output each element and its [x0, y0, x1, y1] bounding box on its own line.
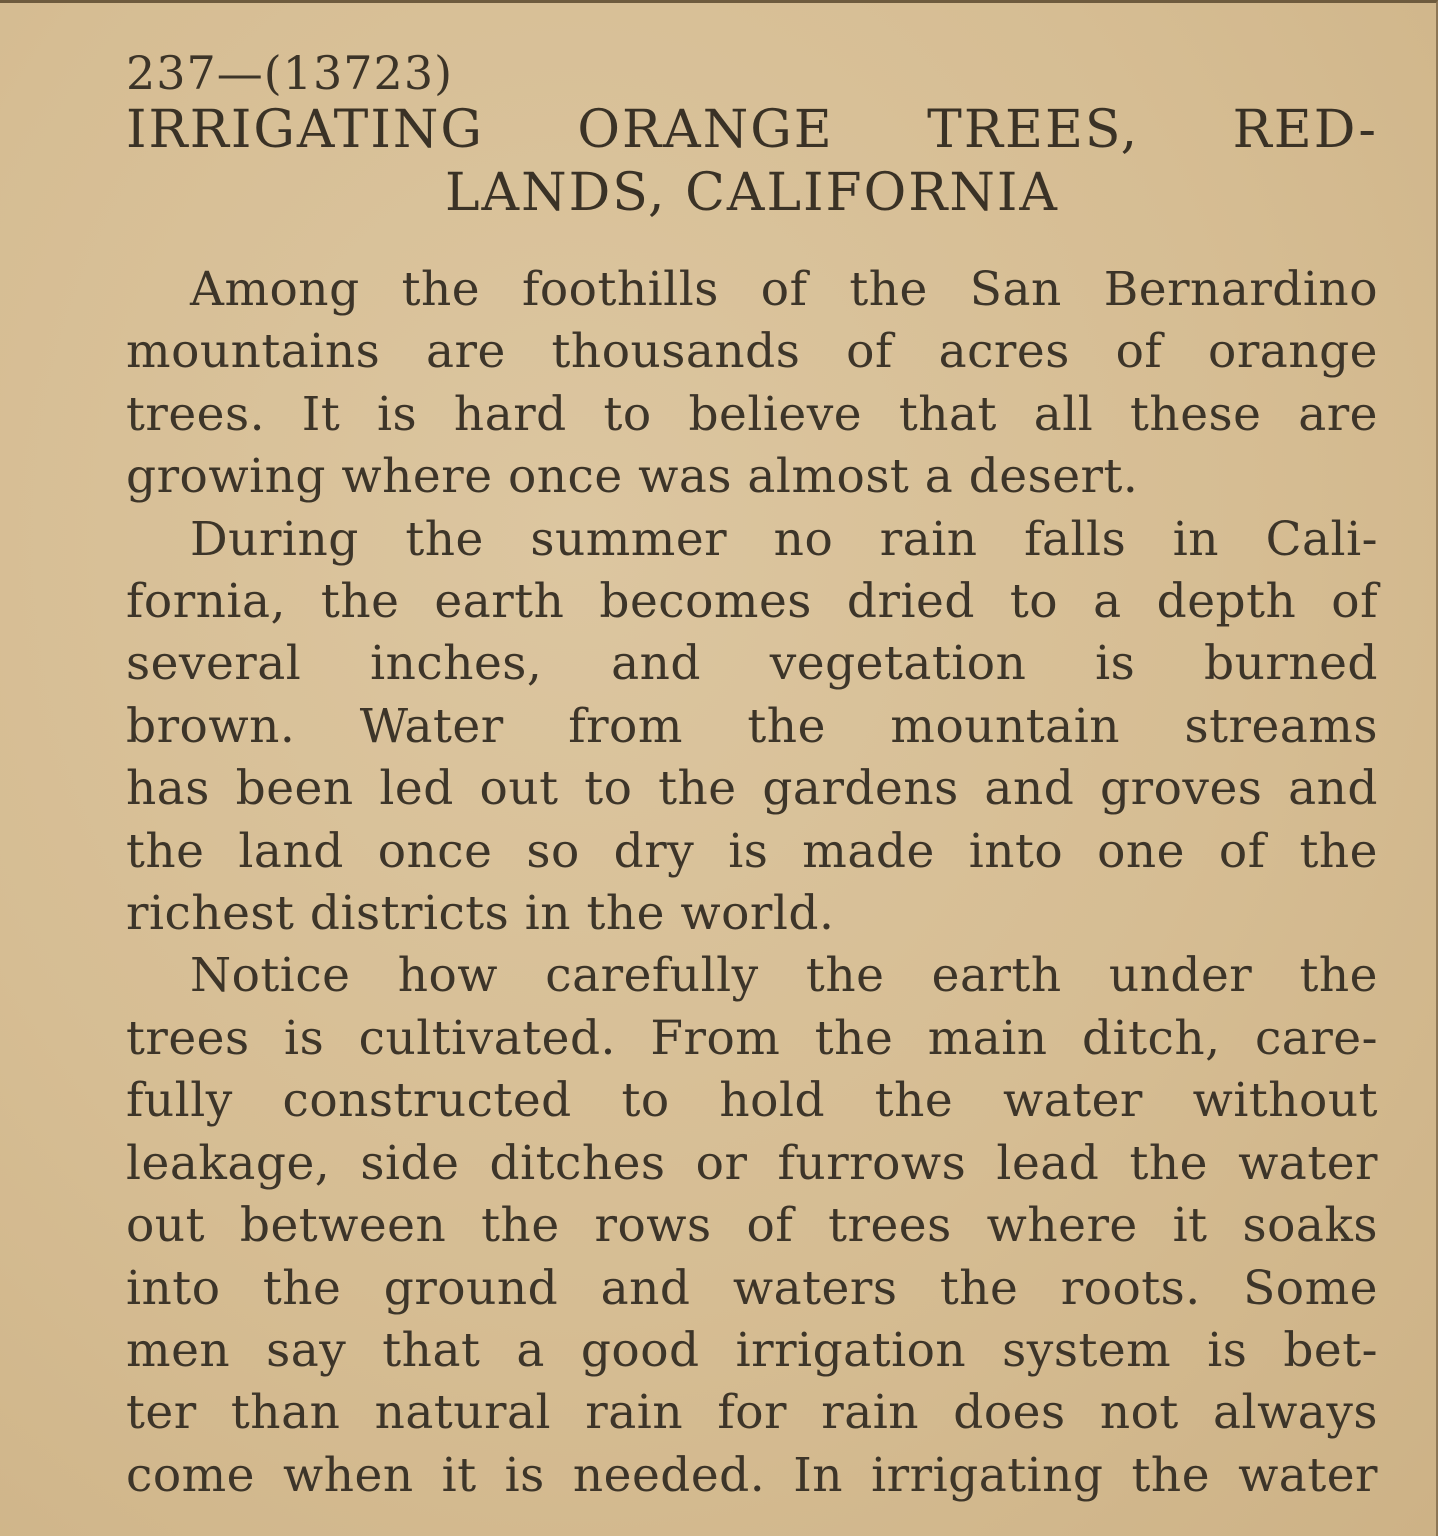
- text-line: ter than natural rain for rain does not always: [126, 1385, 1378, 1441]
- description-text: [126, 259, 1378, 1507]
- text-line: During the summer no rain falls in Cali-: [190, 511, 1378, 567]
- title-line: LANDS, CALIFORNIA: [445, 163, 1059, 223]
- text-line: fornia, the earth becomes dried to a depth of: [126, 574, 1378, 630]
- text-line: Notice how carefully the earth under the: [190, 948, 1378, 1004]
- text-line: mountains are thousands of acres of orange: [126, 324, 1378, 380]
- text-line: trees is cultivated. From the main ditch, care-: [126, 1010, 1378, 1066]
- text-line: into the ground and waters the roots. Some: [126, 1260, 1378, 1316]
- text-line: leakage, side ditches or furrows lead the water: [126, 1135, 1378, 1191]
- text-line: out between the rows of trees where it soaks: [126, 1198, 1378, 1254]
- text-line: brown. Water from the mountain streams: [126, 698, 1378, 754]
- text-line: growing where once was almost a desert.: [126, 449, 1139, 505]
- text-line: fully constructed to hold the water without: [126, 1073, 1378, 1129]
- text-line: trees. It is hard to believe that all these are: [126, 386, 1378, 442]
- card-title: [126, 99, 1378, 225]
- text-line: Among the foothills of the San Bernardino: [190, 262, 1378, 317]
- text-line: come when it is needed. In irrigating the water: [126, 1447, 1378, 1503]
- title-line: IRRIGATING ORANGE TREES, RED-: [126, 100, 1378, 160]
- text-line: several inches, and vegetation is burned: [126, 636, 1378, 692]
- text-line: the land once so dry is made into one of the: [126, 823, 1378, 879]
- text-line: has been led out to the gardens and groves and: [126, 761, 1378, 817]
- text-line: richest districts in the world.: [126, 886, 835, 942]
- catalog-number: 237—(13723): [126, 46, 454, 100]
- text-line: men say that a good irrigation system is bet-: [126, 1322, 1378, 1378]
